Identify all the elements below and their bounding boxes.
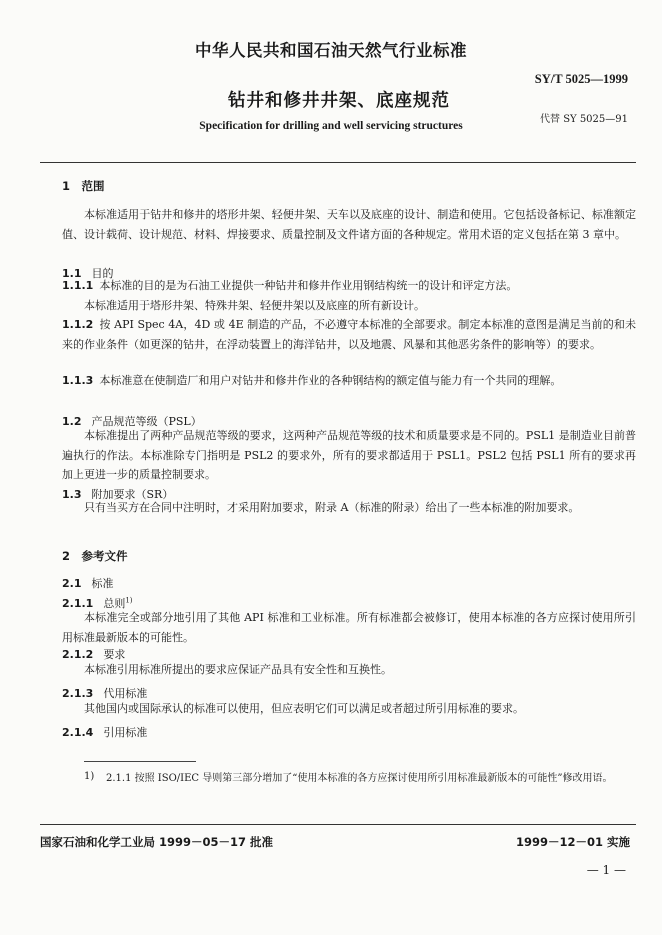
clause-number: 1.1.1: [62, 279, 94, 292]
section-1-heading: 1 范围: [62, 179, 105, 193]
clause-1-3-text: 只有当买方在合同中注明时，才采用附加要求，附录 A（标准的附录）给出了一些本标准的附加要求。: [84, 501, 580, 514]
page-number: — 1 —: [586, 863, 626, 877]
clause-1-1-2: [62, 315, 636, 354]
footer-divider: [40, 824, 636, 825]
footnote-reference[interactable]: 1): [125, 596, 133, 605]
clause-number: 2.1.2: [62, 648, 94, 661]
document-title-en: Specification for drilling and well servicing structures: [199, 120, 463, 132]
clause-title: 附加要求（SR）: [91, 488, 174, 501]
clause-text: 本标准的目的是为石油工业提供一种钻井和修井作业用钢结构统一的设计和评定方法。: [99, 279, 518, 292]
clause-2-1-3-text: 其他国内或国际承认的标准可以使用，但应表明它们可以满足或者超过所引用标准的要求。: [84, 702, 524, 715]
standard-number: SY/T 5025—1999: [534, 72, 628, 86]
replaces-standard: 代替 SY 5025—91: [540, 114, 628, 125]
clause-2-1: [62, 575, 114, 591]
clause-2-1-1-text: 本标准完全或部分地引用了其他 API 标准和工业标准。所有标准都会被修订，使用本标准的各方应探讨使用所引用标准最新版本的可能性。: [62, 611, 636, 644]
clause-title: 总则: [103, 597, 126, 610]
clause-number: 1.2: [62, 415, 82, 428]
section-2-heading: 2 参考文件: [62, 549, 128, 563]
clause-2-1-4: [62, 724, 147, 740]
clause-title: 代用标准: [103, 687, 148, 700]
clause-title: 目的: [91, 267, 114, 280]
approval-statement: 国家石油和化学工业局 1999－05－17 批准: [40, 835, 274, 849]
industry-standard-header: 中华人民共和国石油天然气行业标准: [195, 41, 467, 60]
clause-number: 2.1.4: [62, 726, 94, 739]
clause-number: 2.1.1: [62, 597, 94, 610]
clause-text: 按 API Spec 4A，4D 或 4E 制造的产品，不必遵守本标准的全部要求。制定本标准的意图是满足当前的和未来的作业条件（如更深的钻井，在浮动装置上的海洋钻井，以及地震、风暴和其他恶劣条件的影响等）的要求。: [62, 318, 636, 351]
clause-title: 产品规范等级（PSL）: [91, 415, 202, 428]
implementation-date: 1999－12－01 实施: [515, 835, 630, 849]
clause-title: 要求: [103, 648, 126, 661]
footnote-divider: [84, 761, 196, 762]
clause-number: 2.1.3: [62, 687, 94, 700]
footnote-mark: 1): [84, 771, 95, 782]
section-1-intro: 本标准适用于钻井和修井的塔形井架、轻便井架、天车以及底座的设计、制造和使用。它包括设备标记、标准额定值、设计载荷、设计规范、材料、焊接要求、质量控制及文件诸方面的各种规定。常用术语的定义包括在第 3 章中。: [62, 208, 636, 241]
clause-number: 1.1.3: [62, 374, 94, 387]
clause-title: 标准: [91, 577, 114, 590]
clause-title: 引用标准: [103, 726, 148, 739]
clause-2-1-2-text: 本标准引用标准所提出的要求应保证产品具有安全性和互换性。: [84, 663, 392, 676]
clause-text: 本标准意在使制造厂和用户对钻井和修井作业的各种钢结构的额定值与能力有一个共同的理解。: [99, 374, 562, 387]
clause-1-1-3: [62, 371, 636, 391]
clause-number: 1.1.2: [62, 318, 94, 331]
clause-number: 2.1: [62, 577, 82, 590]
document-title-cn: 钻井和修井井架、底座规范: [228, 91, 450, 111]
clause-1-1-1-scope: 本标准适用于塔形井架、特殊井架、轻便井架以及底座的所有新设计。: [84, 299, 425, 312]
clause-number: 1.3: [62, 488, 82, 501]
clause-number: 1.1: [62, 267, 82, 280]
clause-1-2-text: 本标准提出了两种产品规范等级的要求，这两种产品规范等级的技术和质量要求是不同的。PSL1 是制造业目前普遍执行的作法。本标准除专门指明是 PSL2 的要求外，所有的要求都适用于 PSL1。PSL2 包括 PSL1 所有的要求再加上更进一步的质量控制要求。: [62, 429, 636, 481]
clause-1-1-1: [62, 276, 636, 296]
header-divider: [40, 162, 636, 163]
footnote-text: 2.1.1 按照 ISO/IEC 导则第三部分增加了“使用本标准的各方应探讨使用所引用标准最新版本的可能性”修改用语。: [106, 773, 613, 784]
